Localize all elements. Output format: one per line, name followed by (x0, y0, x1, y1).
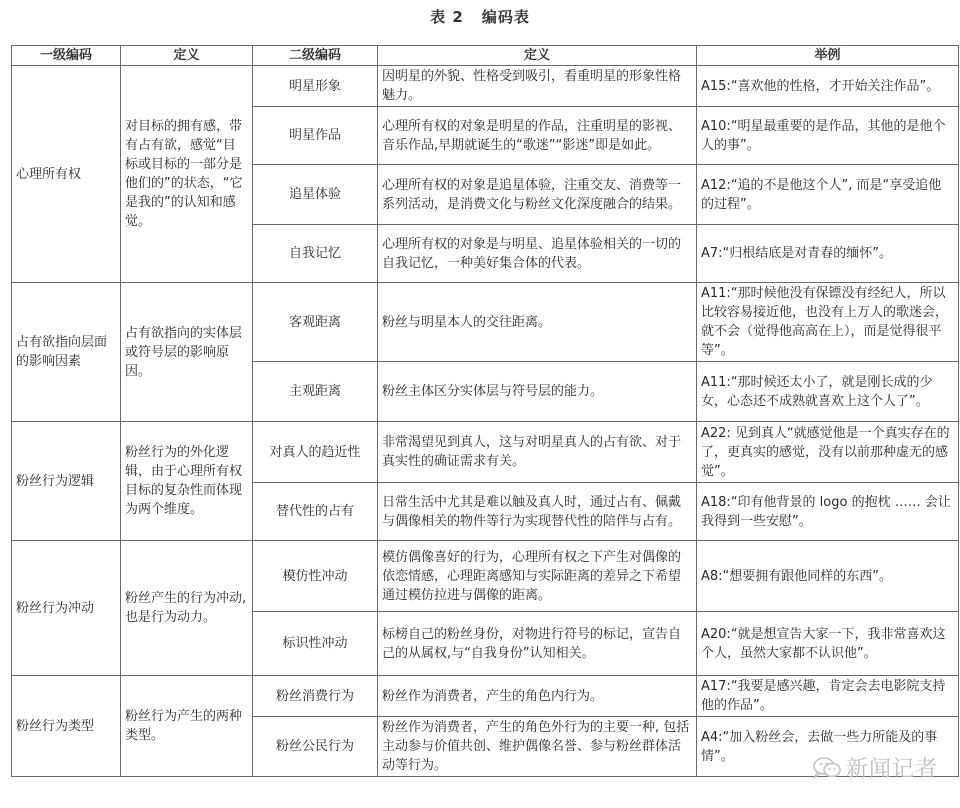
table-number: 表 2 (430, 8, 464, 26)
level1-code: 粉丝行为类型 (12, 676, 121, 777)
level2-definition: 心理所有权的对象是与明星、追星体验相关的一切的自我记忆，一种美好集合体的代表。 (378, 225, 697, 283)
example: A18:“印有他背景的 logo 的抱枕 …… 会让我得到一些安慰”。 (697, 483, 959, 541)
table-row (12, 676, 959, 717)
level2-code: 粉丝公民行为 (253, 717, 378, 777)
level2-code: 追星体验 (253, 165, 378, 225)
table-row (12, 422, 959, 483)
level1-definition: 粉丝产生的行为冲动,也是行为动力。 (121, 541, 253, 676)
level1-code: 占有欲指向层面的影响因素 (12, 283, 121, 422)
example: A8:“想要拥有跟他同样的东西”。 (697, 541, 959, 612)
example: A11:“那时候他没有保镖没有经纪人，所以比较容易接近他，也没有上万人的歌迷会，就不会（觉得他高高在上），而是觉得很平等”。 (697, 283, 959, 362)
level2-definition: 模仿偶像喜好的行为，心理所有权之下产生对偶像的依恋情感，心理距离感知与实际距离的差异之下希望通过模仿拉进与偶像的距离。 (378, 541, 697, 612)
level2-code: 客观距离 (253, 283, 378, 362)
level1-code: 心理所有权 (12, 66, 121, 283)
level2-code: 主观距离 (253, 362, 378, 422)
level2-definition: 因明星的外貌、性格受到吸引，看重明星的形象性格魅力。 (378, 66, 697, 107)
level2-code: 对真人的趋近性 (253, 422, 378, 483)
example: A4:“加入粉丝会，去做一些力所能及的事情”。 (697, 717, 959, 777)
example: A15:“喜欢他的性格，才开始关注作品”。 (697, 66, 959, 107)
example: A22: 见到真人“就感觉他是一个真实存在的了，更真实的感觉，没有以前那种虚无的感觉”。 (697, 422, 959, 483)
table-title (0, 6, 960, 27)
level2-code: 替代性的占有 (253, 483, 378, 541)
level1-definition: 对目标的拥有感，带有占有欲，感觉“目标或目标的一部分是他们的”的状态，“它是我的”的认知和感觉。 (121, 66, 253, 283)
level2-definition: 粉丝作为消费者，产生的角色内行为。 (378, 676, 697, 717)
header-level1: 一级编码 (12, 46, 121, 66)
coding-table (11, 45, 959, 777)
level2-code: 明星形象 (253, 66, 378, 107)
table-row (12, 283, 959, 362)
level2-definition: 日常生活中尤其是难以触及真人时，通过占有、佩戴与偶像相关的物件等行为实现替代性的陪伴与占有。 (378, 483, 697, 541)
level2-code: 标识性冲动 (253, 612, 378, 676)
level1-definition: 粉丝行为产生的两种类型。 (121, 676, 253, 777)
example: A7:“归根结底是对青春的缅怀”。 (697, 225, 959, 283)
level1-code: 粉丝行为冲动 (12, 541, 121, 676)
header-row (12, 46, 959, 66)
level1-definition: 占有欲指向的实体层或符号层的影响原因。 (121, 283, 253, 422)
table-row (12, 541, 959, 612)
level2-code: 明星作品 (253, 107, 378, 165)
watermark (812, 752, 938, 783)
example: A20:“就是想宣告大家一下，我非常喜欢这个人，虽然大家都不认识他”。 (697, 612, 959, 676)
level2-definition: 粉丝作为消费者，产生的角色外行为的主要一种, 包括主动参与价值共创、维护偶像名誉、参与粉丝群体活动等行为。 (378, 717, 697, 777)
level2-code: 粉丝消费行为 (253, 676, 378, 717)
wechat-icon (812, 755, 842, 781)
example: A17:“我要是感兴趣，肯定会去电影院支持他的作品”。 (697, 676, 959, 717)
level1-definition: 粉丝行为的外化逻辑，由于心理所有权目标的复杂性而体现为两个维度。 (121, 422, 253, 541)
level2-code: 模仿性冲动 (253, 541, 378, 612)
level2-definition: 粉丝与明星本人的交往距离。 (378, 283, 697, 362)
level2-definition: 粉丝主体区分实体层与符号层的能力。 (378, 362, 697, 422)
header-definition1: 定义 (121, 46, 253, 66)
level2-definition: 标榜自己的粉丝身份，对物进行符号的标记，宣告自己的从属权,与“自我身份”认知相关。 (378, 612, 697, 676)
table-name: 编码表 (481, 8, 530, 26)
table-row (12, 66, 959, 107)
header-example: 举例 (697, 46, 959, 66)
level1-code: 粉丝行为逻辑 (12, 422, 121, 541)
example: A12:“追的不是他这个人”, 而是“享受追他的过程”。 (697, 165, 959, 225)
example: A10:“明星最重要的是作品，其他的是他个人的事”。 (697, 107, 959, 165)
header-level2: 二级编码 (253, 46, 378, 66)
watermark-text: 新闻记者 (846, 757, 939, 782)
level2-definition: 非常渴望见到真人，这与对明星真人的占有欲、对于真实性的确证需求有关。 (378, 422, 697, 483)
level2-definition: 心理所有权的对象是追星体验，注重交友、消费等一系列活动，是消费文化与粉丝文化深度融合的结果。 (378, 165, 697, 225)
example: A11:“那时候还太小了，就是刚长成的少女，心态还不成熟就喜欢上这个人了”。 (697, 362, 959, 422)
header-definition2: 定义 (378, 46, 697, 66)
level2-code: 自我记忆 (253, 225, 378, 283)
level2-definition: 心理所有权的对象是明星的作品，注重明星的影视、音乐作品,早期就诞生的“歌迷”“影迷”即是如此。 (378, 107, 697, 165)
